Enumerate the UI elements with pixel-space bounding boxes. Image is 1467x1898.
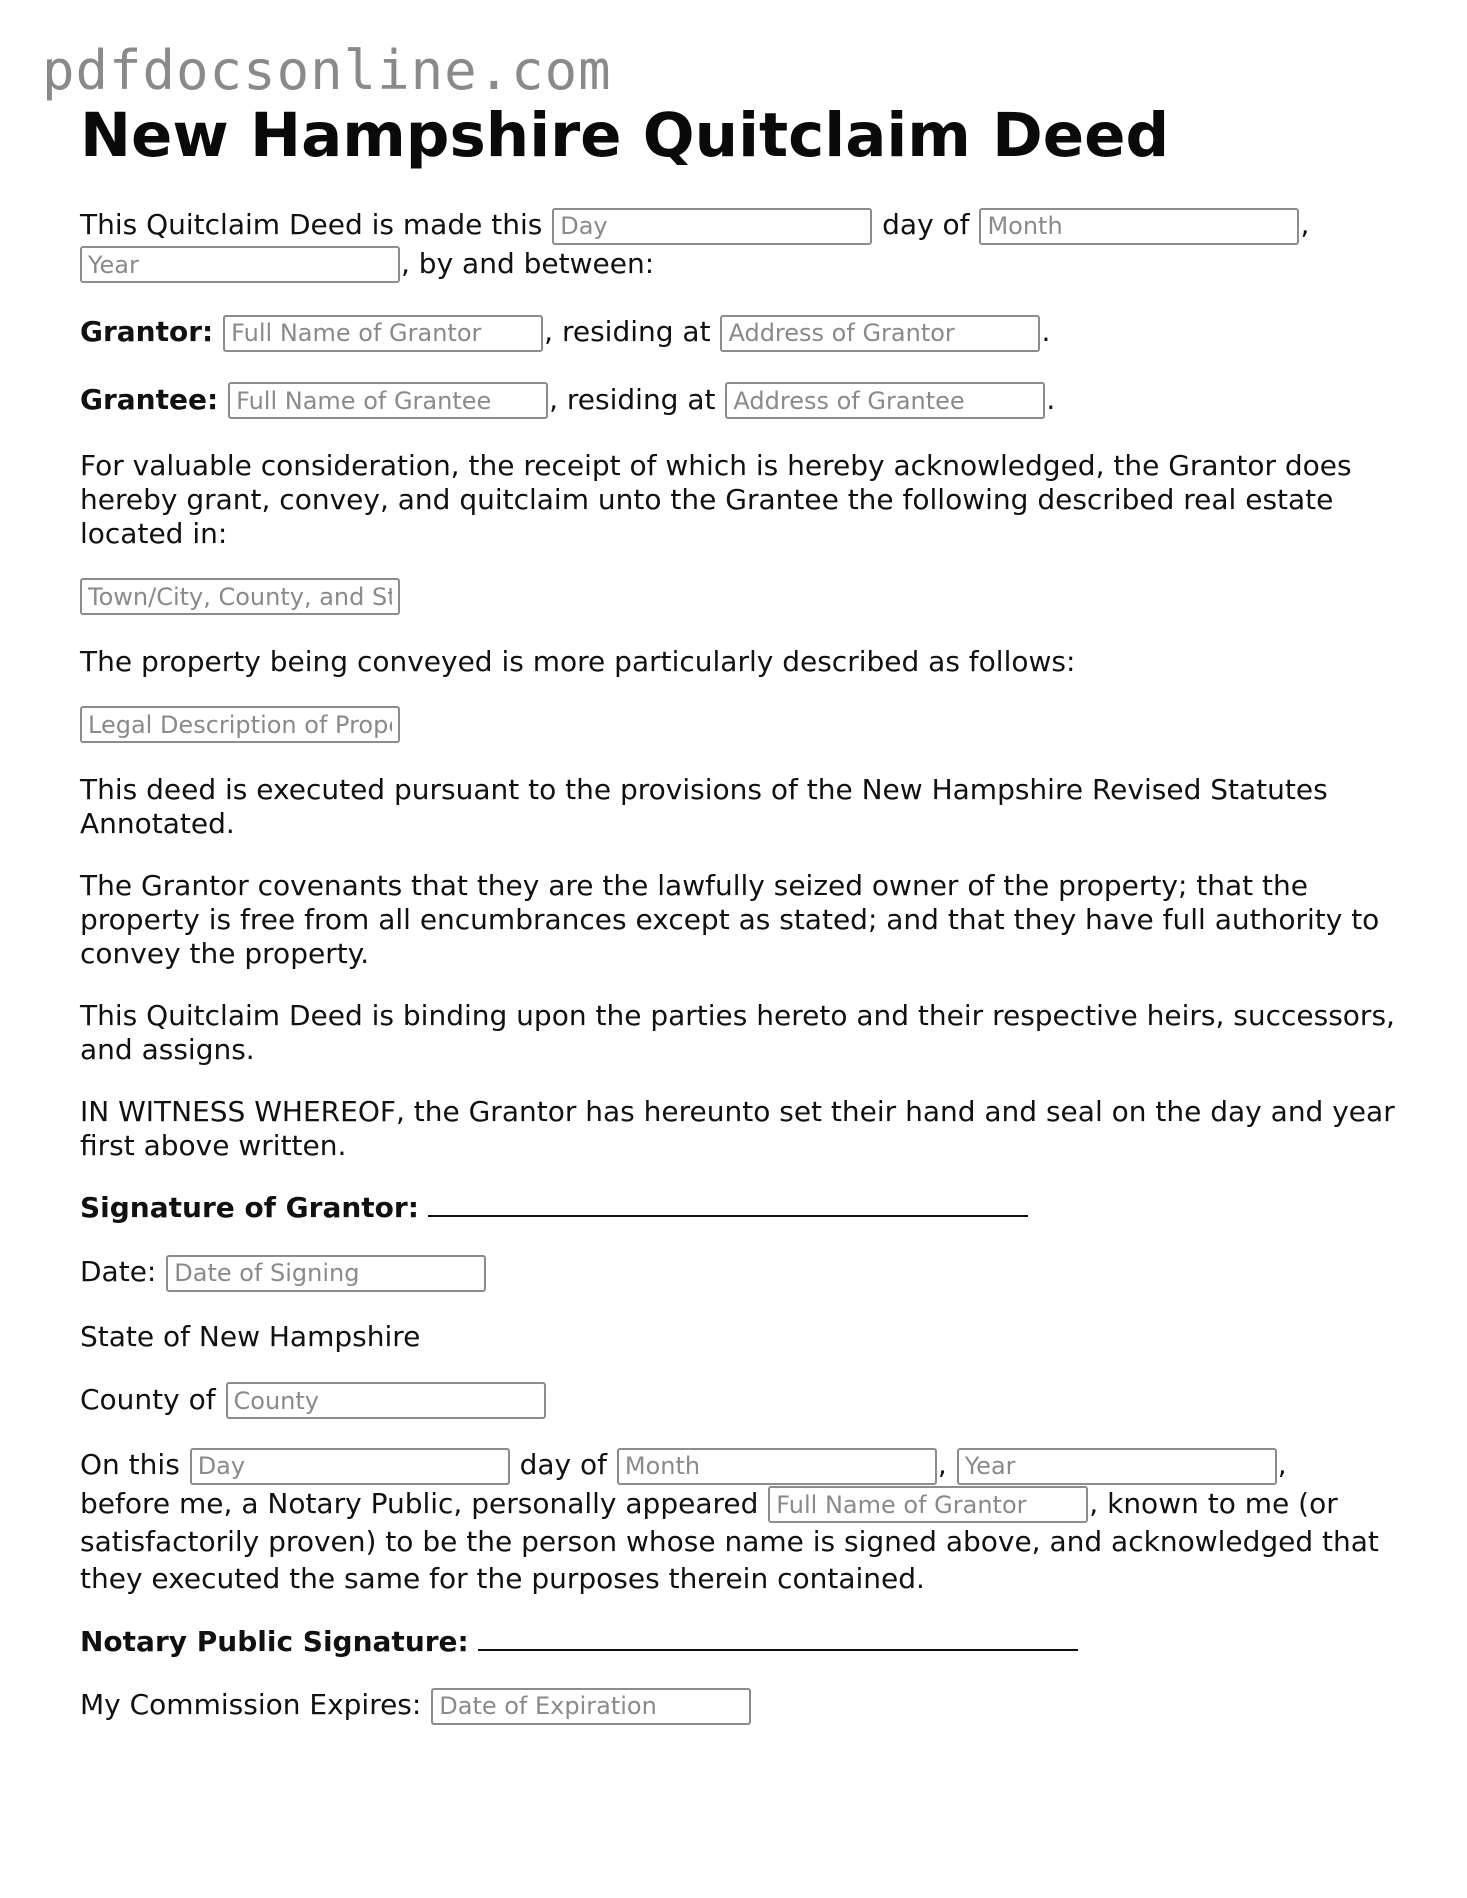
- grantee-name-input[interactable]: [228, 382, 548, 419]
- watermark: pdfdocsonline.com: [42, 39, 612, 102]
- statute-paragraph: This deed is executed pursuant to the provisions of the New Hampshire Revised Statutes Annotated.: [80, 773, 1328, 840]
- county-line: [80, 1381, 1410, 1420]
- notary-grantor-name-input[interactable]: [768, 1486, 1088, 1523]
- notary-paragraph: [80, 1446, 1410, 1597]
- commission-label: My Commission Expires:: [80, 1688, 422, 1721]
- grantor-signature-blank[interactable]: [428, 1191, 1028, 1217]
- covenants-paragraph: The Grantor covenants that they are the lawfully seized owner of the property; that the property is free from all encumbrances except as stated; and that they have full authority to convey the property.: [80, 869, 1380, 970]
- page-title: New Hampshire Quitclaim Deed: [80, 100, 1170, 171]
- grantor-label: Grantor:: [80, 315, 214, 348]
- county-input[interactable]: [226, 1382, 546, 1419]
- grantor-signature-label: Signature of Grantor:: [80, 1191, 419, 1224]
- grantor-line: [80, 313, 1410, 352]
- notary-year-input[interactable]: [957, 1448, 1277, 1485]
- property-intro: The property being conveyed is more particularly described as follows:: [80, 645, 1076, 678]
- notary-signature-label: Notary Public Signature:: [80, 1625, 469, 1658]
- day-input[interactable]: [552, 208, 872, 245]
- commission-expiration-input[interactable]: [431, 1688, 751, 1725]
- legal-description-input[interactable]: [80, 706, 400, 743]
- year-input[interactable]: [80, 246, 400, 283]
- grantee-label: Grantee:: [80, 382, 219, 416]
- notary-signature-blank[interactable]: [478, 1625, 1078, 1651]
- grantor-end: .: [1041, 315, 1051, 348]
- intro-paragraph: [80, 206, 1410, 283]
- grantee-residing-text: , residing at: [549, 382, 716, 416]
- intro-prefix: This Quitclaim Deed is made this: [80, 208, 543, 241]
- comma-text: ,: [1300, 208, 1310, 241]
- consideration-paragraph: For valuable consideration, the receipt of which is hereby acknowledged, the Grantor does hereby grant, convey, and quitclaim unto the Grantee the following described real estate located in:: [80, 449, 1352, 550]
- date-of-signing-input[interactable]: [166, 1255, 486, 1292]
- grantee-end: .: [1046, 382, 1056, 416]
- notary-comma-2: ,: [1277, 1448, 1287, 1481]
- day-of-text: day of: [882, 208, 970, 241]
- notary-rest: , known to me (or satisfactorily proven) to be the person whose name is signed above, and acknowledged that they executed the same for the purposes therein contained.: [80, 1486, 1379, 1595]
- notary-comma-1: ,: [937, 1448, 947, 1481]
- witness-paragraph: IN WITNESS WHEREOF, the Grantor has hereunto set their hand and seal on the day and year first above written.: [80, 1095, 1395, 1162]
- location-field-row: [80, 578, 1410, 615]
- notary-day-input[interactable]: [190, 1448, 510, 1485]
- grantee-line: [80, 381, 1410, 420]
- binding-paragraph: This Quitclaim Deed is binding upon the parties hereto and their respective heirs, successors, and assigns.: [80, 999, 1395, 1066]
- state-line: State of New Hampshire: [80, 1319, 421, 1353]
- location-input[interactable]: [80, 578, 400, 615]
- date-line: [80, 1253, 1410, 1292]
- commission-line: [80, 1686, 1410, 1725]
- month-input[interactable]: [979, 208, 1299, 245]
- legal-description-row: [80, 706, 1410, 743]
- grantor-name-input[interactable]: [223, 315, 543, 352]
- intro-suffix: , by and between:: [401, 246, 655, 280]
- grantor-signature-line: [80, 1191, 1410, 1225]
- notary-day-of-text: day of: [519, 1448, 607, 1481]
- notary-month-input[interactable]: [617, 1448, 937, 1485]
- date-label: Date:: [80, 1255, 157, 1288]
- grantee-address-input[interactable]: [725, 382, 1045, 419]
- grantor-address-input[interactable]: [720, 315, 1040, 352]
- notary-signature-line: [80, 1625, 1410, 1659]
- notary-before-me: before me, a Notary Public, personally appeared: [80, 1486, 759, 1520]
- grantor-residing-text: , residing at: [544, 315, 711, 348]
- document: [80, 100, 1410, 1725]
- county-label: County of: [80, 1382, 216, 1416]
- notary-prefix: On this: [80, 1448, 180, 1481]
